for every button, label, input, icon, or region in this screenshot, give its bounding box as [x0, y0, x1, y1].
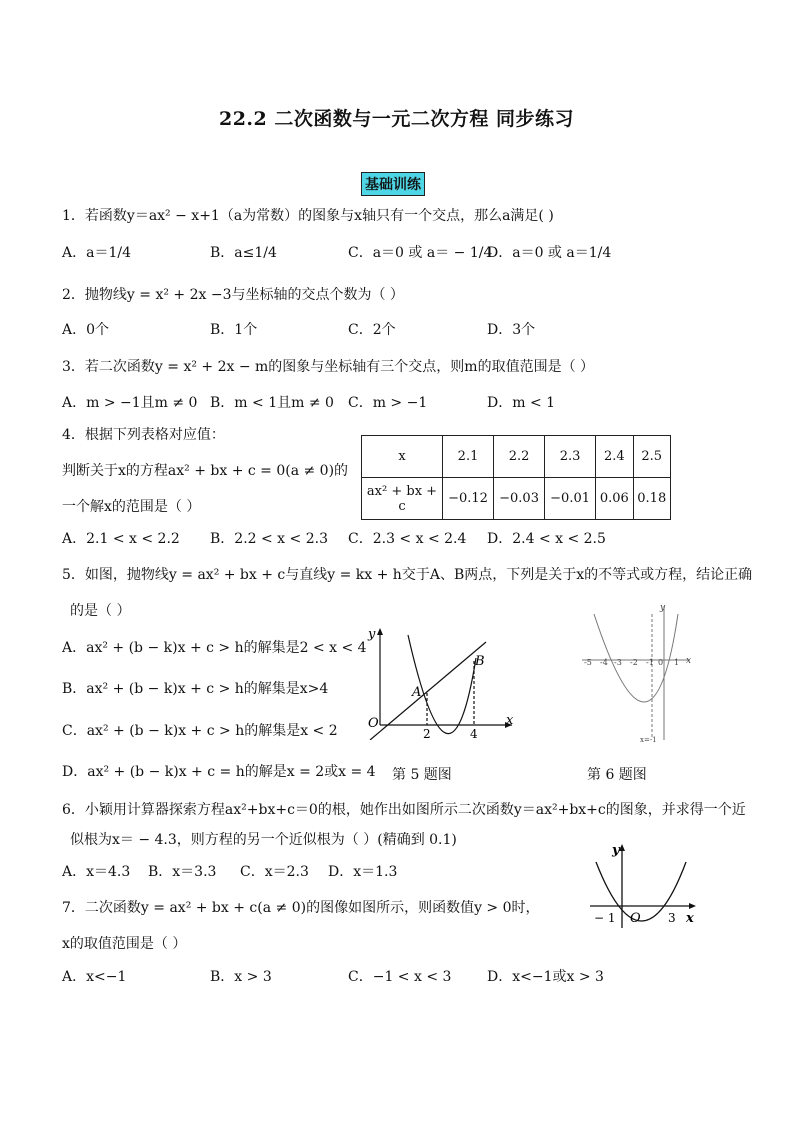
q6-option-d: D．x＝1.3: [328, 864, 398, 880]
q4-option-b: B．2.2 < x < 2.3: [210, 531, 328, 547]
section-badge: 基础训练: [361, 172, 425, 196]
table-cell: −0.03: [494, 478, 545, 520]
q2-option-b: B．1个: [210, 322, 258, 338]
fig5-x-label: x: [506, 713, 514, 728]
q3-option-d: D．m < 1: [487, 395, 556, 411]
fig5-point-a: A: [412, 685, 422, 700]
q6-line-2: 似根为x＝ − 4.3，则方程的另一个近似根为（ ）(精确到 0.1): [70, 832, 457, 848]
table-cell: 0.06: [596, 478, 633, 520]
q7-line-2: x的取值范围是（ ）: [62, 936, 187, 952]
q2-option-a: A．0个: [62, 322, 110, 338]
q5-option-b: B．ax² + (b − k)x + c > h的解集是x>4: [62, 681, 329, 697]
q6-line-1: 6．小颖用计算器探索方程ax²+bx+c＝0的根，她作出如图所示二次函数y＝ax²+bx+c的图象，并求得一个近: [62, 802, 746, 818]
q5-line-2: 的是（ ）: [70, 603, 131, 619]
q4-line-2: 判断关于x的方程ax² + bx + c = 0(a ≠ 0)的: [62, 463, 349, 479]
table-cell: 2.3: [545, 436, 596, 478]
q5-line-1: 5．如图，抛物线y = ax² + bx + c与直线y = kx + h交于A、B两点，下列是关于x的不等式或方程，结论正确: [62, 567, 753, 583]
q6-option-b: B．x＝3.3: [148, 864, 217, 880]
table-header-expr: ax² + bx + c: [362, 478, 443, 520]
tick-label: 1: [674, 658, 680, 667]
page-title: 22.2 二次函数与一元二次方程 同步练习: [218, 108, 574, 130]
q4-option-d: D．2.4 < x < 2.5: [487, 531, 606, 547]
tick-label: 0: [658, 658, 664, 667]
tick-label: -1: [646, 658, 654, 667]
q1-option-b: B．a≤1/4: [210, 245, 277, 261]
fig6-axis-label: x=-1: [640, 736, 657, 744]
table-cell: 2.4: [596, 436, 633, 478]
figure-7: [588, 840, 700, 930]
table-cell: 2.2: [494, 436, 545, 478]
table-cell: 2.5: [633, 436, 670, 478]
tick-label: -5: [584, 658, 592, 667]
fig5-point-b: B: [475, 654, 485, 669]
fig5-tick-4: 4: [470, 727, 478, 740]
q4-option-c: C．2.3 < x < 2.4: [348, 531, 467, 547]
figure-5: [360, 620, 520, 740]
fig6-caption: 第 6 题图: [587, 767, 647, 783]
fig7-origin: O: [630, 911, 641, 926]
figure-6: [578, 600, 698, 745]
q7-option-c: C．−1 < x < 3: [348, 969, 452, 985]
table-cell: −0.01: [545, 478, 596, 520]
q4-option-a: A．2.1 < x < 2.2: [62, 531, 180, 547]
q7-option-d: D．x<−1或x > 3: [487, 969, 604, 985]
q5-option-a: A．ax² + (b − k)x + c > h的解集是2 < x < 4: [62, 640, 367, 656]
q4-line-3: 一个解x的范围是（ ）: [62, 499, 201, 515]
q5-option-d: D．ax² + (b − k)x + c = h的解是x = 2或x = 4: [62, 764, 376, 780]
fig5-tick-2: 2: [423, 727, 431, 740]
fig5-caption: 第 5 题图: [392, 767, 452, 783]
q3-option-a: A．m > −1且m ≠ 0: [62, 395, 198, 411]
fig7-y-label: y: [612, 843, 620, 858]
q2-stem: 2．抛物线y = x² + 2x −3与坐标轴的交点个数为（ ）: [62, 287, 404, 303]
q3-option-b: B．m < 1且m ≠ 0: [210, 395, 334, 411]
q6-option-a: A．x＝4.3: [62, 864, 131, 880]
x-arrow-icon: [689, 903, 696, 909]
table-cell: 0.18: [633, 478, 670, 520]
q6-option-c: C．x＝2.3: [240, 864, 309, 880]
fig7-tick-minus-1: − 1: [594, 911, 616, 925]
fig6-y-label: y: [660, 603, 666, 613]
fig7-tick-3: 3: [668, 911, 676, 925]
q1-stem: 1．若函数y＝ax² − x+1（a为常数）的图象与x轴只有一个交点，那么a满足( ): [62, 208, 554, 224]
q7-option-a: A．x<−1: [62, 969, 127, 985]
q1-option-c: C．a＝0 或 a＝ − 1/4: [348, 245, 493, 261]
q3-option-c: C．m > −1: [348, 395, 428, 411]
q1-option-d: D．a＝0 或 a＝1/4: [487, 245, 612, 261]
y-arrow-icon: [619, 844, 625, 851]
q2-option-c: C．2个: [348, 322, 396, 338]
fig5-y-label: y: [368, 627, 376, 642]
q1-option-a: A．a＝1/4: [62, 245, 131, 261]
table-header-x: x: [362, 436, 443, 478]
fig7-x-label: x: [686, 911, 694, 926]
q7-option-b: B．x > 3: [210, 969, 272, 985]
q3-stem: 3．若二次函数y = x² + 2x − m的图象与坐标轴有三个交点，则m的取值范围是（ ）: [62, 359, 595, 375]
fig6-x-label: x: [686, 656, 692, 666]
tick-label: -4: [600, 658, 608, 667]
tick-label: -2: [630, 658, 638, 667]
tick-label: -3: [614, 658, 622, 667]
q2-option-d: D．3个: [487, 322, 536, 338]
q4-line-1: 4．根据下列表格对应值：: [62, 427, 225, 443]
table-cell: 2.1: [443, 436, 494, 478]
q5-option-c: C．ax² + (b − k)x + c > h的解集是x < 2: [62, 723, 338, 739]
q4-value-table: [361, 435, 671, 520]
q7-line-1: 7．二次函数y = ax² + bx + c(a ≠ 0)的图像如图所示，则函数值y > 0时，: [62, 900, 540, 916]
fig5-origin: O: [368, 716, 379, 731]
table-cell: −0.12: [443, 478, 494, 520]
y-arrow-icon: [377, 628, 383, 635]
